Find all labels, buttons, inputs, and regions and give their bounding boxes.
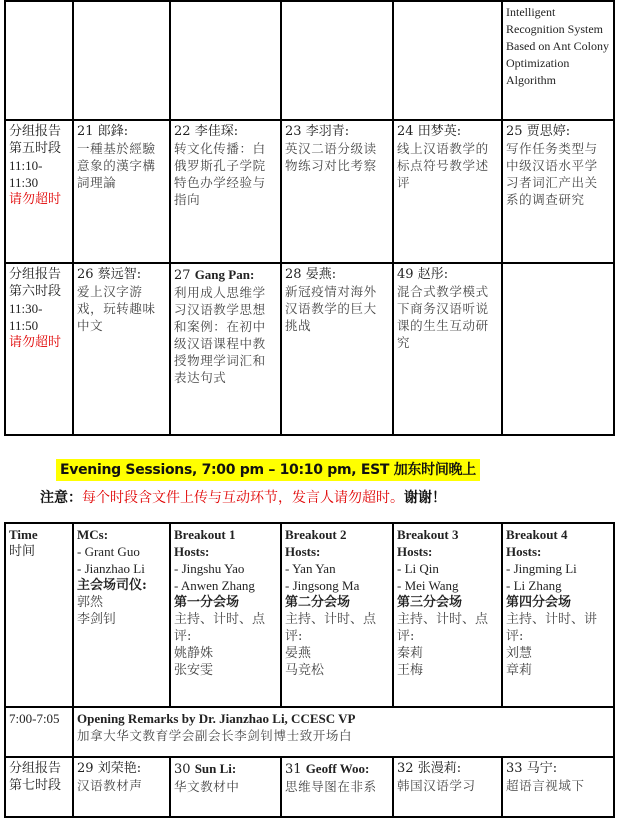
table-cell xyxy=(170,1,281,120)
talk-number: 49 xyxy=(397,267,414,282)
talk-title: 爱上汉字游戏，玩转趣味中文 xyxy=(77,284,156,333)
talk-number: 23 xyxy=(285,124,302,139)
host-name: - Jingming Li xyxy=(506,561,577,576)
talk-author: 郎鋒: xyxy=(97,124,129,139)
overtime-warning: 请勿超时 xyxy=(9,335,62,350)
afternoon-schedule-table xyxy=(4,0,615,436)
talk-number: 29 xyxy=(77,761,94,776)
table-row xyxy=(5,757,614,817)
mc-name: - Grant Guo xyxy=(77,544,140,559)
table-cell xyxy=(281,1,393,120)
talk-author: 蔡远智: xyxy=(97,267,142,282)
hosts-label: Hosts: xyxy=(397,544,433,559)
talk-title: 思维导图在非系 xyxy=(285,779,377,794)
hosts-label: Hosts: xyxy=(506,544,542,559)
talk-cell xyxy=(281,120,393,263)
talk-number: 28 xyxy=(285,267,302,282)
talk-title: 韩国汉语学习 xyxy=(397,778,476,793)
breakout-header-cell xyxy=(170,523,281,707)
talk-author: 贾思婷: xyxy=(526,124,571,139)
table-cell xyxy=(393,1,502,120)
notice xyxy=(40,487,446,509)
breakout-header-cell xyxy=(281,523,393,707)
talk-title: 线上汉语教学的标点符号教学述评 xyxy=(397,141,489,190)
talk-title: 一種基於經驗意象的漢字構詞理論 xyxy=(77,141,156,190)
talk-cell xyxy=(393,263,502,435)
table-row xyxy=(5,523,614,707)
mc-name: - Jianzhao Li xyxy=(77,561,145,576)
talk-cell xyxy=(170,757,281,817)
talk-number: 30 xyxy=(174,762,191,777)
talk-author: 刘荣艳: xyxy=(97,761,142,776)
talk-number: 22 xyxy=(174,124,191,139)
talk-cell xyxy=(393,120,502,263)
talk-author: 李佳琛: xyxy=(194,124,239,139)
talk-title: 汉语教材声 xyxy=(77,778,143,793)
talk-number: 26 xyxy=(77,267,94,282)
talk-number: 31 xyxy=(285,762,302,777)
header-mcs-cell xyxy=(73,523,170,707)
talk-author: Geoff Woo: xyxy=(305,761,370,776)
talk-author: 张漫莉: xyxy=(417,761,462,776)
table-cell xyxy=(502,263,614,435)
breakout-title: Breakout 4 xyxy=(506,527,568,542)
talk-number: 33 xyxy=(506,761,523,776)
talk-author: 李羽青: xyxy=(305,124,350,139)
talk-author: 田梦英: xyxy=(417,124,462,139)
host-name: - Yan Yan xyxy=(285,561,336,576)
host-name-zh: 马竞松 xyxy=(285,663,325,678)
talk-cell xyxy=(281,757,393,817)
host-name: - Jingshu Yao xyxy=(174,561,245,576)
mc-name-zh: 郭然 xyxy=(77,595,104,610)
talk-author: 晏燕: xyxy=(305,267,337,282)
talk-title: 华文教材中 xyxy=(174,779,240,794)
session-time: 11:10-11:30 xyxy=(9,158,43,190)
notice-lead: 注意： xyxy=(40,490,82,506)
talk-title: 混合式教学模式下商务汉语听说课的生生互动研究 xyxy=(397,284,489,350)
host-name-zh: 章莉 xyxy=(506,663,533,678)
talk-title: 超语言视域下 xyxy=(506,778,585,793)
mcs-zh-title: 主会场司仪: xyxy=(77,578,147,593)
talk-author: 赵彤: xyxy=(417,267,449,282)
hosts-label: Hosts: xyxy=(285,544,321,559)
breakout-title: Breakout 1 xyxy=(174,527,236,542)
session-label: 分组报告第六时段 xyxy=(9,267,62,299)
breakout-zh-role: 主持、计时、讲评: xyxy=(506,612,598,644)
host-name-zh: 王梅 xyxy=(397,663,424,678)
table-cell xyxy=(5,1,73,120)
talk-cell xyxy=(73,263,170,435)
breakout-zh-role: 主持、计时、点评: xyxy=(174,612,266,644)
table-row xyxy=(5,1,614,120)
breakout-title: Breakout 3 xyxy=(397,527,459,542)
talk-title: 英汉二语分级读物练习对比考察 xyxy=(285,141,377,173)
breakout-header-cell xyxy=(393,523,502,707)
talk-cell xyxy=(73,120,170,263)
table-cell xyxy=(73,1,170,120)
talk-title: 利用成人思维学习汉语教学思想和案例：在初中级汉语课程中教授物理学词汇和表达句式 xyxy=(174,285,266,385)
talk-cell xyxy=(393,757,502,817)
opening-time-cell: 7:00-7:05 xyxy=(5,707,73,757)
host-name: - Li Zhang xyxy=(506,578,562,593)
opening-title: Opening Remarks by Dr. Jianzhao Li, CCESC VP xyxy=(77,711,356,726)
session-cell xyxy=(5,757,73,817)
talk-title: 新冠疫情对海外汉语教学的巨大挑战 xyxy=(285,284,377,333)
talk-author: 马宁: xyxy=(526,761,558,776)
talk-cell xyxy=(73,757,170,817)
evening-schedule-table xyxy=(4,522,615,818)
talk-number: 21 xyxy=(77,124,94,139)
time-header-zh: 时间 xyxy=(9,544,36,559)
table-row xyxy=(5,707,614,757)
talk-number: 25 xyxy=(506,124,523,139)
breakout-zh-title: 第一分会场 xyxy=(174,595,240,610)
evening-sessions-heading: Evening Sessions, 7:00 pm – 10:10 pm, EST 加东时间晚上 xyxy=(56,459,480,481)
breakout-zh-title: 第四分会场 xyxy=(506,595,572,610)
breakout-zh-title: 第二分会场 xyxy=(285,595,351,610)
host-name: - Mei Wang xyxy=(397,578,459,593)
talk-number: 32 xyxy=(397,761,414,776)
talk-cell xyxy=(170,120,281,263)
host-name-zh: 晏燕 xyxy=(285,646,312,661)
session-cell xyxy=(5,120,73,263)
breakout-zh-role: 主持、计时、点评: xyxy=(397,612,489,644)
session-time: 11:30-11:50 xyxy=(9,301,43,333)
host-name: - Li Qin xyxy=(397,561,439,576)
host-name: - Anwen Zhang xyxy=(174,578,255,593)
talk-cell xyxy=(281,263,393,435)
time-header: Time xyxy=(9,527,38,542)
talk-cell xyxy=(170,263,281,435)
host-name-zh: 张安雯 xyxy=(174,663,214,678)
mc-name-zh: 李剑钊 xyxy=(77,612,117,627)
talk-author: Sun Li: xyxy=(194,761,237,776)
breakout-title: Breakout 2 xyxy=(285,527,347,542)
host-name-zh: 姚静姝 xyxy=(174,646,214,661)
host-name-zh: 刘慧 xyxy=(506,646,533,661)
talk-author: Gang Pan: xyxy=(194,267,255,282)
session-cell xyxy=(5,263,73,435)
opening-remarks-cell xyxy=(73,707,614,757)
notice-thanks: 谢谢！ xyxy=(404,490,446,506)
talk-cell xyxy=(502,120,614,263)
host-name: - Jingsong Ma xyxy=(285,578,360,593)
host-name-zh: 秦莉 xyxy=(397,646,424,661)
session-label: 分组报告第五时段 xyxy=(9,124,62,156)
breakout-zh-role: 主持、计时、点评: xyxy=(285,612,377,644)
breakout-zh-title: 第三分会场 xyxy=(397,595,463,610)
opening-zh: 加拿大华文教育学会副会长李剑钊博士致开场白 xyxy=(77,728,353,743)
table-row xyxy=(5,263,614,435)
talk-title: 转文化传播：白俄罗斯孔子学院特色办学经验与指向 xyxy=(174,141,266,207)
hosts-label: Hosts: xyxy=(174,544,210,559)
breakout-header-cell xyxy=(502,523,614,707)
talk-title: 写作任务类型与中级汉语水平学习者词汇产出关系的调查研究 xyxy=(506,141,598,207)
talk-number: 24 xyxy=(397,124,414,139)
talk-cell xyxy=(502,757,614,817)
session-label: 分组报告第七时段 xyxy=(9,761,62,793)
notice-body: 每个时段含文件上传与互动环节，发言人请勿超时。 xyxy=(82,490,404,506)
table-row xyxy=(5,120,614,263)
header-time-cell xyxy=(5,523,73,707)
talk-title-cell: Intelligent Recognition System Based on Ant Colony Optimization Algorithm xyxy=(502,1,614,120)
talk-number: 27 xyxy=(174,268,191,283)
mcs-title: MCs: xyxy=(77,527,109,542)
overtime-warning: 请勿超时 xyxy=(9,192,62,207)
